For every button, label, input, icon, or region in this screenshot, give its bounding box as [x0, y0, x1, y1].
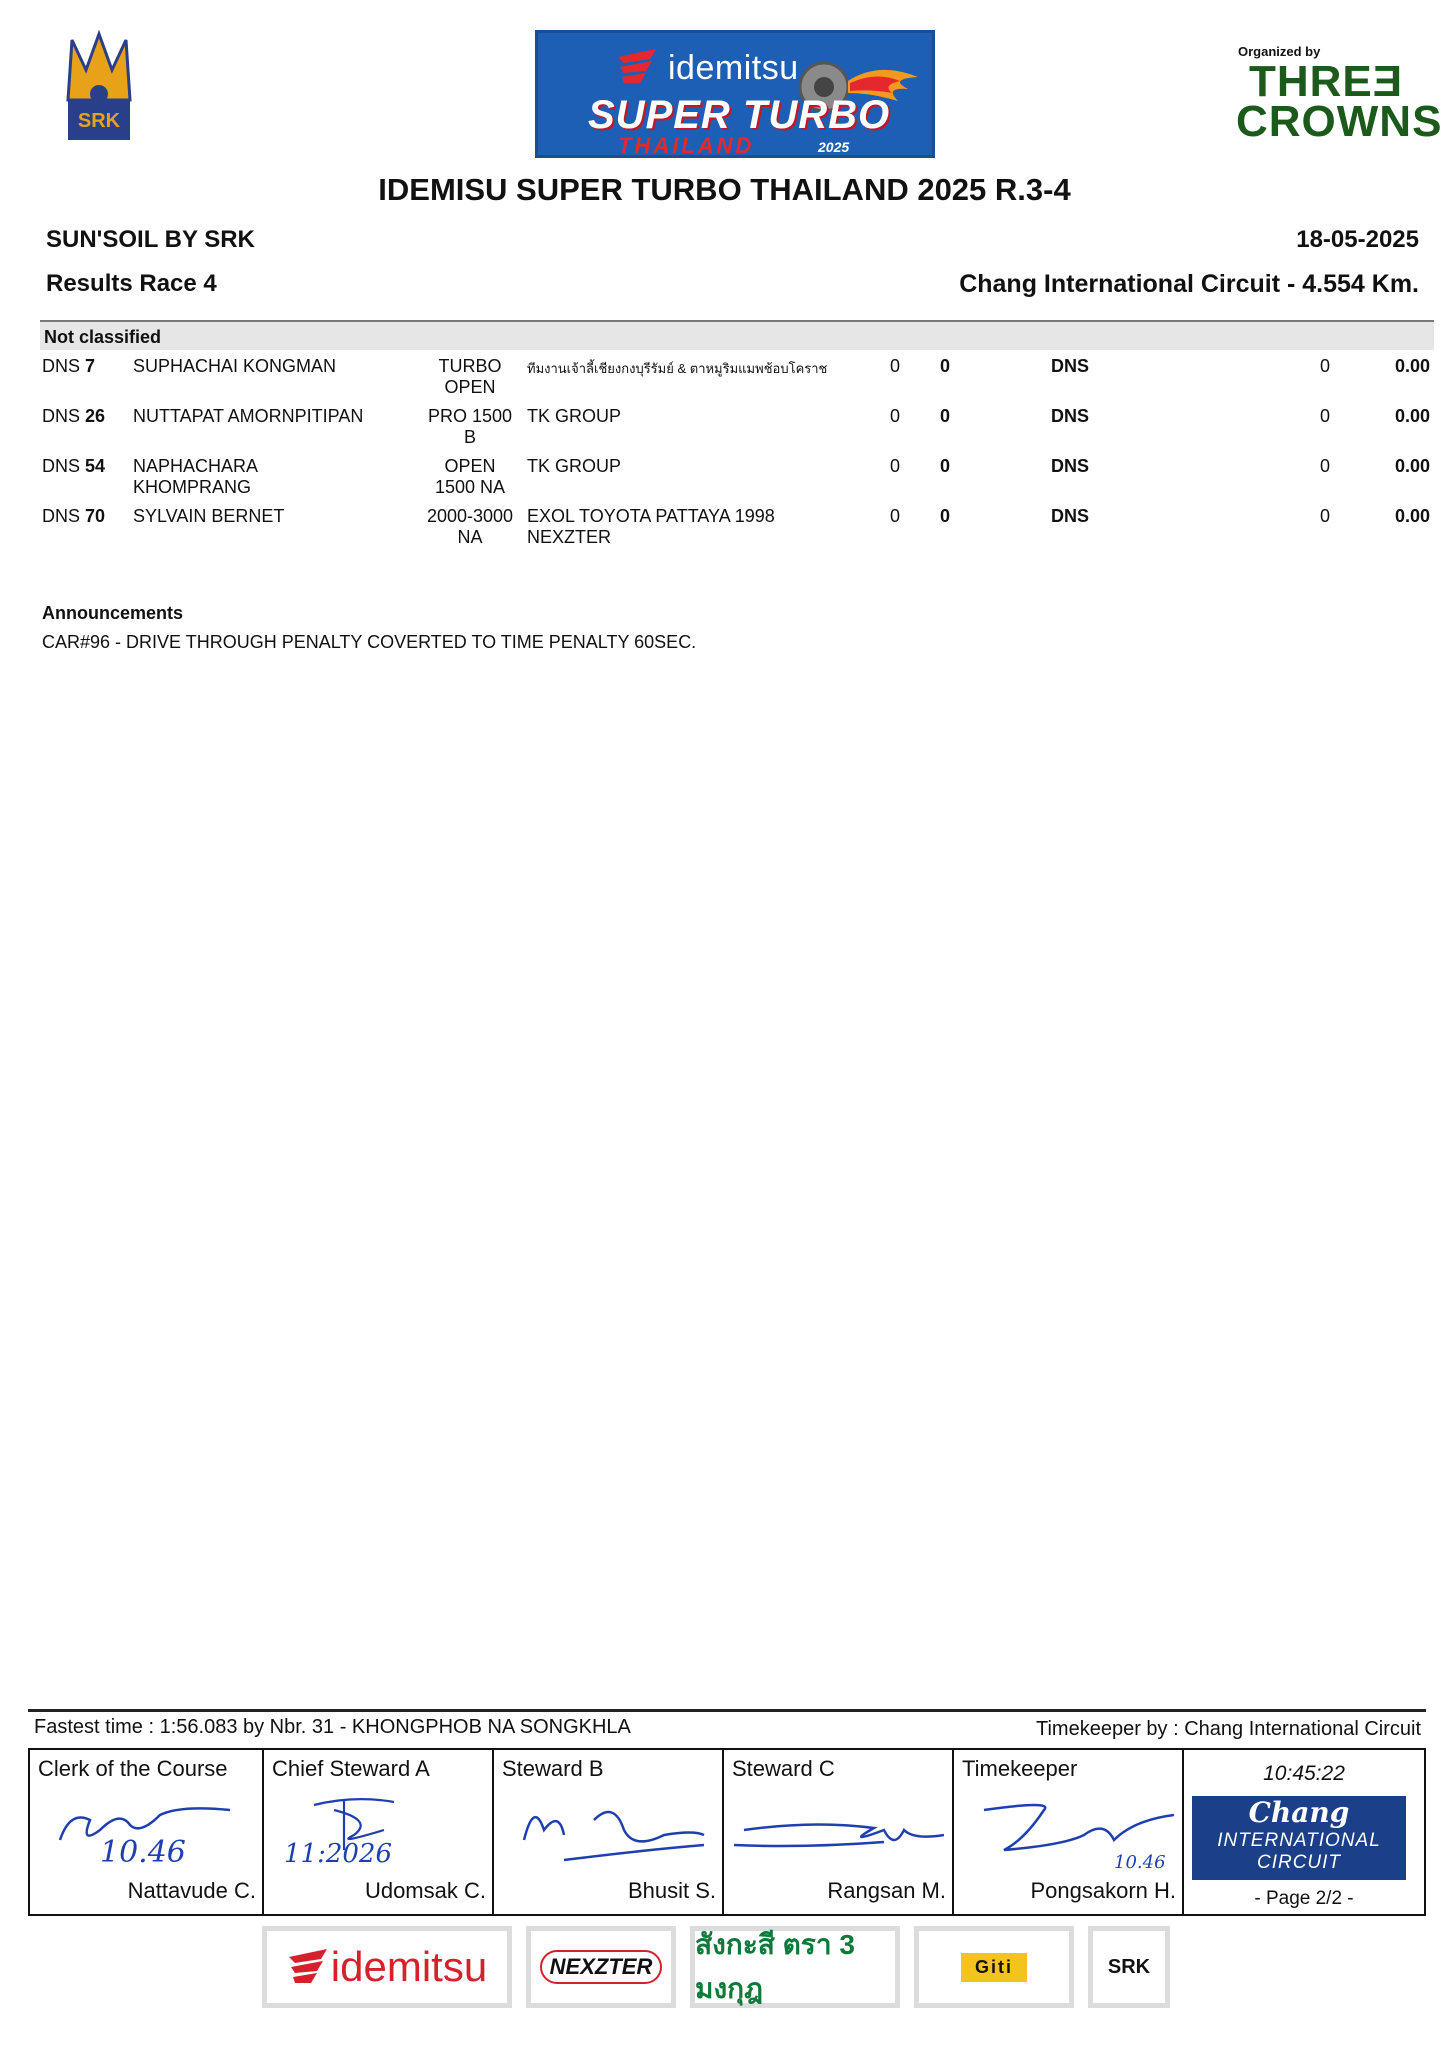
signature-cell-clerk	[30, 1750, 264, 1914]
class-line: OPEN	[444, 377, 496, 397]
section-label: Not classified	[44, 327, 162, 347]
class-line: B	[463, 427, 476, 447]
idemitsu-wing-icon	[287, 1947, 331, 1987]
signature-table	[28, 1748, 1426, 1916]
sponsor-idemitsu	[262, 1926, 512, 2008]
car-number: 26	[85, 406, 106, 426]
team-name: TK GROUP	[527, 406, 622, 426]
pos-cell: 0	[939, 356, 950, 376]
driver-name-line: KHOMPRANG	[133, 477, 252, 497]
official-name: Rangsan M.	[827, 1878, 946, 1903]
organized-by-label: Organized by	[1238, 44, 1321, 59]
gap-cell: 0	[1319, 356, 1330, 376]
driver-name: SYLVAIN BERNET	[133, 506, 285, 526]
stamp-line3: CIRCUIT	[1256, 1852, 1342, 1873]
team-name: NEXZTER	[527, 527, 612, 547]
status-text: DNS	[42, 356, 81, 376]
car-number: 54	[85, 456, 106, 476]
status-text: DNS	[42, 456, 81, 476]
time-cell: DNS	[1050, 406, 1089, 426]
stamp-line1: Chang	[1248, 1796, 1350, 1829]
banner-brand: idemitsu	[668, 49, 799, 87]
driver-name	[133, 456, 403, 498]
table-row	[40, 506, 1434, 556]
sponsor-name: NEXZTER	[540, 1950, 663, 1984]
official-name: Bhusit S.	[627, 1878, 716, 1903]
class-line: TURBO	[438, 356, 502, 376]
pos-cell: 0	[939, 406, 950, 426]
status-cell	[42, 406, 112, 427]
team-cell	[527, 506, 887, 548]
signature-cell-steward-c	[724, 1750, 954, 1914]
handwritten-signature	[734, 1790, 944, 1870]
time-cell: DNS	[1050, 506, 1089, 526]
announcements-title: Announcements	[42, 603, 184, 623]
announcement-text: CAR#96 - DRIVE THROUGH PENALTY COVERTED TO TIME PENALTY 60SEC.	[42, 632, 697, 652]
page-title: IDEMISU SUPER TURBO THAILAND 2025 R.3-4	[378, 172, 1071, 207]
pos-cell: 0	[939, 506, 950, 526]
sponsor-name: Giti	[961, 1953, 1027, 1982]
status-cell	[42, 506, 112, 527]
sponsor-strip	[262, 1926, 1170, 2008]
sponsor-srk	[1088, 1926, 1170, 2008]
handwritten-signature	[274, 1790, 484, 1870]
car-number: 70	[85, 506, 106, 526]
three-crowns-line2: CROWNS	[1236, 97, 1443, 146]
official-role: Steward C	[732, 1756, 835, 1781]
class-line: 2000-3000	[426, 506, 514, 526]
handwritten-signature	[964, 1790, 1174, 1870]
laps-cell: 0	[889, 356, 900, 376]
sponsor-giti	[914, 1926, 1074, 2008]
gap-cell: 0	[1319, 506, 1330, 526]
status-cell	[42, 456, 112, 477]
three-crowns-line1: THREƎ	[1248, 57, 1404, 106]
table-row	[40, 456, 1434, 506]
official-name: Udomsak C.	[364, 1878, 486, 1903]
best-cell: 0.00	[1394, 506, 1430, 526]
team-name: TK GROUP	[527, 456, 622, 476]
handwritten-signature	[40, 1790, 250, 1870]
handwritten-note: 10.46	[100, 1835, 186, 1870]
official-name: Nattavude C.	[127, 1878, 256, 1903]
chang-circuit-stamp	[1192, 1796, 1406, 1880]
time-cell: DNS	[1050, 456, 1089, 476]
banner-year: 2025	[818, 139, 850, 155]
timekeeper-by: Timekeeper by : Chang International Circuit	[1036, 1718, 1421, 1740]
srk-logo-text: SRK	[77, 110, 121, 132]
handwritten-note: 11:2026	[284, 1839, 393, 1869]
driver-name-line: NAPHACHARA	[133, 456, 259, 476]
timing-stamp-cell	[1184, 1750, 1424, 1914]
class-line: PRO 1500	[427, 406, 513, 426]
table-row	[40, 356, 1434, 406]
event-subtitle: SUN'SOIL BY SRK	[46, 226, 255, 253]
official-role: Clerk of the Course	[38, 1756, 228, 1781]
best-cell: 0.00	[1394, 356, 1430, 376]
signature-cell-chief-steward	[264, 1750, 494, 1914]
event-banner	[535, 30, 935, 158]
team-name: EXOL TOYOTA PATTAYA 1998	[527, 506, 775, 526]
official-role: Timekeeper	[962, 1756, 1078, 1781]
driver-name: SUPHACHAI KONGMAN	[133, 356, 337, 376]
status-cell	[42, 356, 112, 377]
banner-country: THAILAND	[618, 133, 755, 158]
driver-name: NUTTAPAT AMORNPITIPAN	[133, 406, 364, 426]
class-cell	[410, 506, 530, 548]
sponsor-nexzter	[526, 1926, 676, 2008]
signature-cell-steward-b	[494, 1750, 724, 1914]
best-cell: 0.00	[1394, 406, 1430, 426]
stamp-time: 10:45:22	[1263, 1762, 1345, 1785]
class-cell	[410, 456, 530, 498]
sponsor-name: idemitsu	[330, 1943, 488, 1990]
circuit-name: Chang International Circuit - 4.554 Km.	[959, 270, 1419, 298]
car-number: 7	[85, 356, 96, 376]
page-number: - Page 2/2 -	[1254, 1888, 1354, 1909]
signature-cell-timekeeper	[954, 1750, 1184, 1914]
official-role: Chief Steward A	[272, 1756, 430, 1781]
status-text: DNS	[42, 406, 81, 426]
laps-cell: 0	[889, 456, 900, 476]
class-line: 1500 NA	[434, 477, 506, 497]
team-name: ทีมงานเจ้าลี้เชียงกงบุรีรัมย์ & ตาหมูริมแมพช้อบโคราช	[527, 361, 828, 376]
fastest-time: Fastest time : 1:56.083 by Nbr. 31 - KHONGPHOB NA SONGKHLA	[34, 1716, 631, 1738]
sponsor-three-crowns	[690, 1926, 900, 2008]
footer-divider	[28, 1709, 1426, 1712]
section-header	[40, 320, 1434, 350]
best-cell: 0.00	[1394, 456, 1430, 476]
srk-logo	[60, 30, 138, 145]
laps-cell: 0	[889, 406, 900, 426]
sponsor-name: SRK	[1107, 1955, 1151, 1978]
official-role: Steward B	[502, 1756, 604, 1781]
official-name: Pongsakorn H.	[1030, 1878, 1176, 1903]
three-crowns-logo	[1236, 57, 1443, 146]
class-cell	[410, 406, 530, 448]
class-line: OPEN	[444, 456, 496, 476]
table-row	[40, 406, 1434, 456]
gap-cell: 0	[1319, 406, 1330, 426]
stamp-line2: INTERNATIONAL	[1217, 1830, 1381, 1851]
laps-cell: 0	[889, 506, 900, 526]
class-line: NA	[457, 527, 483, 547]
class-cell	[410, 356, 530, 398]
handwritten-signature	[504, 1790, 714, 1870]
sponsor-name: สังกะสี ตรา 3 มงกุฎ	[695, 1929, 855, 2004]
handwritten-note: 10.46	[1114, 1852, 1166, 1870]
status-text: DNS	[42, 506, 81, 526]
results-label: Results Race 4	[46, 270, 217, 297]
idemitsu-wing-icon	[616, 47, 660, 87]
pos-cell: 0	[939, 456, 950, 476]
banner-series: SUPER TURBO	[588, 93, 891, 137]
gap-cell: 0	[1319, 456, 1330, 476]
event-date: 18-05-2025	[1296, 226, 1419, 253]
time-cell: DNS	[1050, 356, 1089, 376]
